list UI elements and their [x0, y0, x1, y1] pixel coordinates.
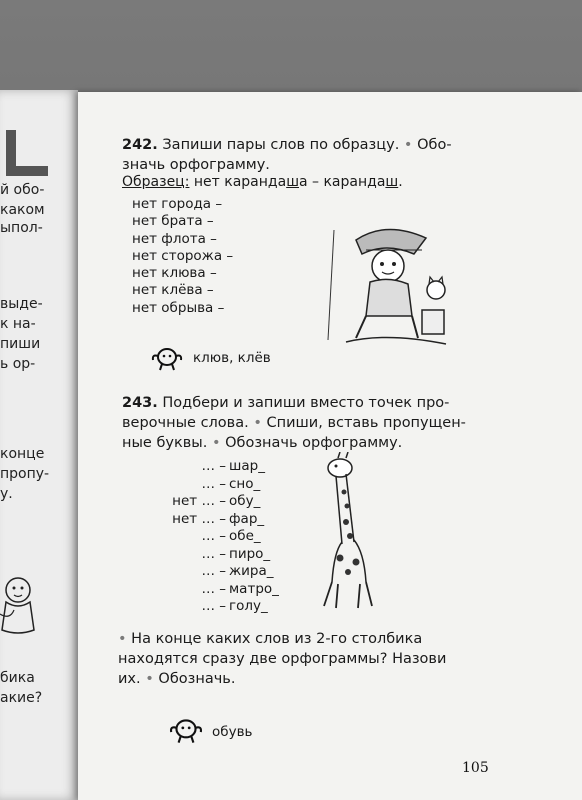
list-item: … – — [201, 598, 226, 614]
list-item: … – — [201, 545, 226, 562]
task-text: Спиши, вставь пропущен- — [266, 415, 466, 431]
question-text: Обозначь. — [158, 671, 236, 687]
sample-underlined: ш — [286, 174, 299, 190]
list-item: нет обрыва – — [132, 299, 225, 316]
pre-column — [128, 458, 226, 616]
task-243-line2 — [122, 412, 466, 434]
mascot-words: клюв, клёв — [193, 350, 271, 366]
orthogram-mascot-icon — [168, 716, 204, 746]
task-text: значь орфограмму. — [122, 157, 270, 173]
left-fragment: акие? — [0, 690, 43, 706]
task-242-line2 — [122, 154, 270, 176]
task-242-line1 — [122, 134, 452, 156]
question-text: их. — [118, 671, 141, 687]
task-text: Запиши пары слов по образцу. — [162, 137, 400, 153]
task-number: 242. — [122, 137, 158, 153]
giraffe-illustration — [316, 452, 380, 612]
list-item: нет сторожа – — [132, 247, 234, 264]
left-fragment: конце — [0, 446, 45, 462]
task-243-line3 — [122, 432, 402, 454]
question-line3 — [118, 668, 235, 690]
sample-underlined: ш — [385, 174, 399, 190]
left-fragment: ь ор- — [0, 356, 36, 372]
task-243-line1 — [122, 392, 449, 414]
baby-illustration — [0, 570, 40, 640]
task-text: Подбери и запиши вместо точек про- — [162, 395, 450, 411]
list-item: нет города – — [132, 196, 223, 212]
list-item: обу_ — [229, 493, 261, 509]
bullet: • — [145, 671, 154, 687]
mascot-word: обувь — [212, 724, 253, 740]
list-item: жира_ — [229, 563, 274, 579]
bullet: • — [118, 631, 127, 647]
bullet: • — [253, 415, 262, 431]
fisherman-illustration — [326, 220, 466, 350]
corner-mark — [6, 130, 48, 176]
task-number: 243. — [122, 395, 158, 411]
orthogram-mascot-icon — [150, 346, 184, 372]
left-fragment: пропу- — [0, 466, 50, 482]
list-item: нет брата – — [132, 213, 214, 230]
word-list-242 — [132, 196, 233, 317]
left-fragment: пиши — [0, 336, 41, 352]
list-item: обе_ — [229, 528, 261, 544]
word-column — [229, 458, 279, 616]
page-number: 105 — [462, 760, 489, 776]
left-fragment: бика — [0, 670, 35, 686]
question-text: На конце каких слов из 2-го столбика — [131, 631, 423, 647]
list-item: нет клюва – — [132, 265, 217, 282]
sample-text: нет каранда — [193, 174, 287, 190]
list-item: матро_ — [229, 580, 279, 597]
list-item: … – — [201, 580, 226, 597]
list-item: … – — [201, 528, 226, 544]
list-item: нет флота – — [132, 230, 217, 247]
task-text: верочные слова. — [122, 415, 249, 431]
list-item: сно_ — [229, 475, 261, 492]
question-line1 — [118, 628, 422, 650]
list-item: пиро_ — [229, 545, 271, 562]
left-fragment: выде- — [0, 296, 43, 312]
list-item: нет клёва – — [132, 282, 214, 299]
previous-page — [0, 90, 78, 800]
left-fragment: к на- — [0, 316, 36, 332]
task-text: Обо- — [417, 137, 452, 153]
list-item: … – — [201, 563, 226, 579]
bullet: • — [211, 435, 221, 451]
sample-label: Образец: — [122, 174, 190, 190]
task-text: ные буквы. — [122, 435, 208, 451]
bullet: • — [403, 137, 413, 153]
question-line2 — [118, 648, 446, 670]
list-item: голу_ — [229, 598, 268, 614]
left-fragment: ыпол- — [0, 220, 43, 236]
task-text: Обозначь орфограмму. — [225, 435, 403, 451]
list-item: … – — [201, 475, 226, 492]
textbook-page — [78, 92, 582, 800]
left-fragment: у. — [0, 486, 13, 502]
question-text: находятся сразу две орфограммы? Назови — [118, 651, 447, 667]
list-item: шар_ — [229, 458, 265, 474]
list-item: … – — [201, 458, 226, 474]
sample-line — [122, 174, 403, 190]
left-fragment: каком — [0, 202, 45, 218]
list-item: нет … – — [172, 493, 226, 509]
list-item: фар_ — [229, 510, 265, 527]
list-item: нет … – — [172, 510, 226, 527]
left-fragment: й обо- — [0, 182, 45, 198]
sample-text: а – каранда — [299, 174, 386, 190]
sample-text: . — [398, 174, 403, 190]
